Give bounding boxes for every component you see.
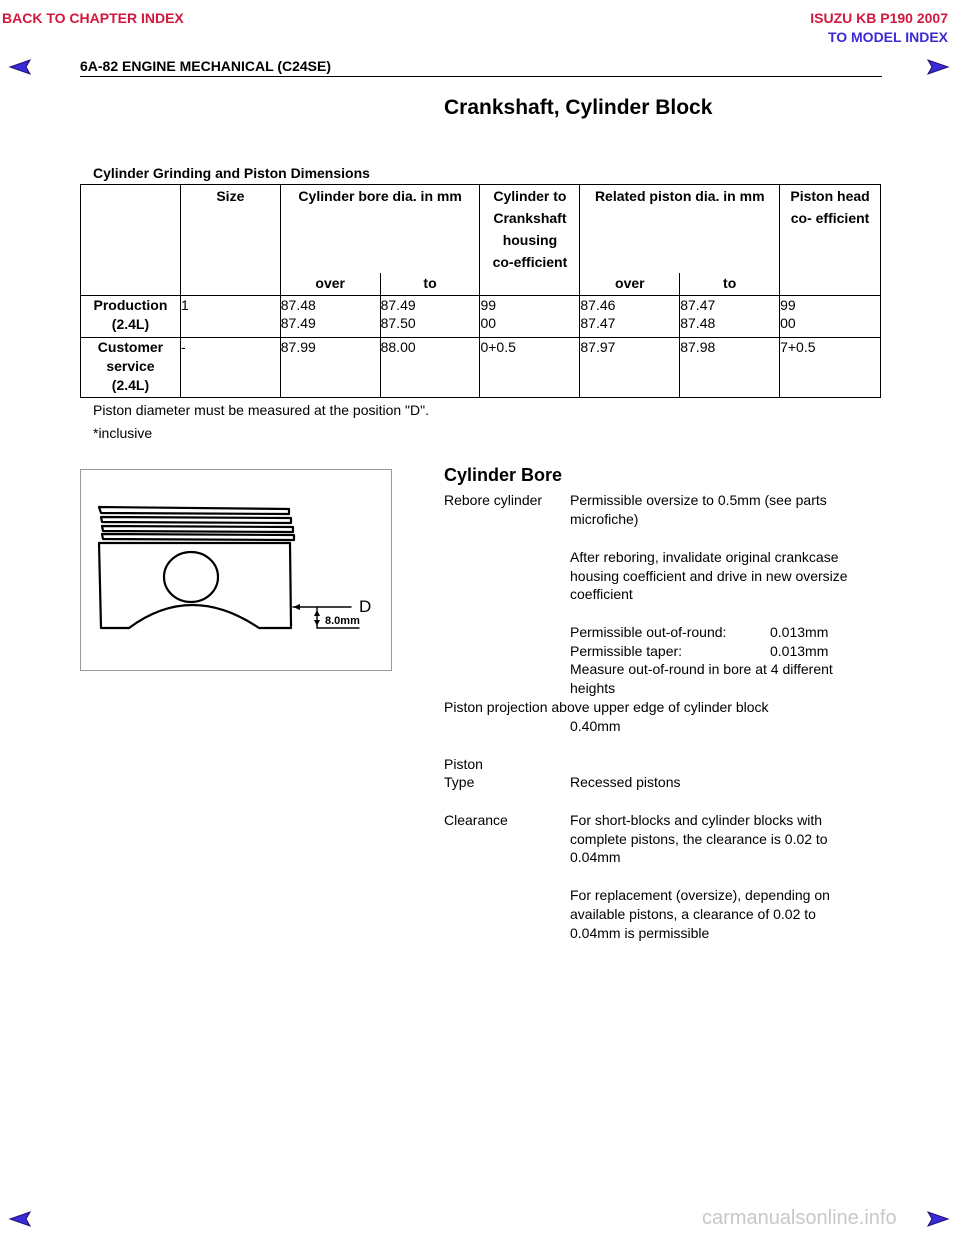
- cell-value: 00: [480, 315, 497, 331]
- header-size-label: Size: [216, 188, 245, 204]
- cell-piston-over: [580, 338, 680, 398]
- next-page-arrow-icon[interactable]: [924, 1210, 950, 1228]
- projection-value: 0.40mm: [570, 718, 621, 734]
- table-row: [81, 296, 881, 338]
- table-note: Piston diameter must be measured at the position "D".: [93, 402, 429, 418]
- cell-bore-over: [280, 296, 380, 338]
- back-to-chapter-link[interactable]: BACK TO CHAPTER INDEX: [2, 10, 184, 26]
- table-footnote: *inclusive: [93, 425, 153, 441]
- next-page-arrow-icon[interactable]: [924, 58, 950, 76]
- after-reboring-text: coefficient: [570, 586, 633, 602]
- cell-housing: [480, 296, 580, 338]
- row-label: [81, 296, 181, 338]
- header-size: [180, 185, 280, 296]
- table-caption: Cylinder Grinding and Piston Dimensions: [93, 165, 370, 181]
- figure-label-dim: 8.0mm: [325, 615, 360, 627]
- cell-value: 0+0.5: [480, 339, 516, 355]
- watermark: carmanualsonline.info: [702, 1207, 897, 1229]
- cell-value: 88.00: [380, 339, 416, 355]
- header-housing-line: housing: [502, 232, 558, 248]
- cell-value: 87.97: [580, 339, 616, 355]
- measure-text: heights: [570, 680, 616, 696]
- cell-value: 87.47: [580, 315, 616, 331]
- header-housing-line: co-efficient: [492, 254, 568, 270]
- cell-housing: [480, 338, 580, 398]
- header-bore: [280, 185, 480, 296]
- model-line: ISUZU KB P190 2007: [810, 10, 948, 26]
- after-reboring-text: After reboring, invalidate original crankcase: [570, 549, 839, 565]
- cell-value: 87.47: [680, 297, 716, 313]
- bore-subheader: [281, 273, 480, 295]
- cell-head: [780, 338, 881, 398]
- piston-diagram: [81, 470, 391, 670]
- cell-value: 99: [480, 297, 497, 313]
- out-of-round-value: 0.013mm: [770, 624, 829, 640]
- header-empty: [81, 185, 181, 296]
- cell-value: 87.48: [280, 297, 316, 313]
- piston-over-label: over: [580, 273, 680, 295]
- dimensions-table: [80, 184, 881, 398]
- cell-value: 7+0.5: [780, 339, 816, 355]
- cell-value: 87.49: [380, 297, 416, 313]
- bore-over-label: over: [281, 273, 381, 295]
- out-of-round-label: Permissible out-of-round:: [570, 624, 727, 640]
- cell-piston-to: [680, 296, 780, 338]
- row-label-line: (2.4L): [111, 316, 150, 332]
- header-housing-line: Cylinder to: [493, 188, 567, 204]
- piston-figure: [80, 469, 392, 671]
- rebore-text: Permissible oversize to 0.5mm (see parts: [570, 492, 827, 508]
- header-housing: [480, 185, 580, 296]
- table-header-row: [81, 185, 881, 296]
- after-reboring-text: housing coefficient and drive in new oversize: [570, 568, 848, 584]
- type-label: Type: [444, 774, 475, 790]
- taper-label: Permissible taper:: [570, 643, 683, 659]
- page-title: Crankshaft, Cylinder Block: [444, 96, 713, 119]
- section-header: 6A-82 ENGINE MECHANICAL (C24SE): [80, 58, 332, 74]
- row-label-line: Production: [93, 297, 168, 313]
- header-head: [780, 185, 881, 296]
- projection-text: Piston projection above upper edge of cylinder block: [444, 699, 769, 715]
- table-row: [81, 338, 881, 398]
- rebore-text: microfiche): [570, 511, 639, 527]
- cell-value: 87.48: [680, 315, 716, 331]
- replacement-text: For replacement (oversize), depending on: [570, 887, 830, 903]
- rebore-label: Rebore cylinder: [444, 492, 543, 508]
- to-model-index-link[interactable]: TO MODEL INDEX: [827, 29, 948, 45]
- replacement-text: 0.04mm is permissible: [570, 925, 710, 941]
- header-head-line: Piston head: [790, 188, 870, 204]
- cell-size: [180, 338, 280, 398]
- dimension-arrow-icon: [293, 604, 300, 610]
- previous-page-arrow-icon[interactable]: [8, 58, 34, 76]
- header-piston-label: Related piston dia. in mm: [594, 188, 765, 204]
- clearance-label: Clearance: [444, 812, 508, 828]
- cell-bore-to: [380, 338, 480, 398]
- dimension-arrow-icon: [314, 610, 320, 616]
- replacement-text: available pistons, a clearance of 0.02 to: [570, 906, 816, 922]
- bore-to-label: to: [423, 275, 437, 291]
- taper-value: 0.013mm: [770, 643, 829, 659]
- cell-size: [180, 296, 280, 338]
- row-label-line: service: [106, 358, 155, 374]
- cell-bore-over: [280, 338, 380, 398]
- cell-value: 87.99: [280, 339, 316, 355]
- row-label: [81, 338, 181, 398]
- cell-piston-over: [580, 296, 680, 338]
- cell-bore-to: [380, 296, 480, 338]
- cell-value: -: [180, 339, 186, 355]
- header-bore-label: Cylinder bore dia. in mm: [298, 188, 462, 204]
- piston-to-label: to: [723, 275, 737, 291]
- row-label-line: (2.4L): [111, 377, 150, 393]
- cell-piston-to: [680, 338, 780, 398]
- row-label-line: Customer: [97, 339, 164, 355]
- previous-page-arrow-icon[interactable]: [8, 1210, 34, 1228]
- cell-value: 87.46: [580, 297, 616, 313]
- header-housing-line: Crankshaft: [493, 210, 567, 226]
- measure-text: Measure out-of-round in bore at 4 different: [570, 661, 833, 677]
- cell-value: 99: [780, 297, 796, 313]
- cell-value: 87.50: [380, 315, 416, 331]
- cell-head: [780, 296, 881, 338]
- clearance-text: complete pistons, the clearance is 0.02 to: [570, 831, 828, 847]
- header-piston: [580, 185, 780, 296]
- figure-label-d: D: [359, 597, 372, 616]
- cell-value: 87.49: [280, 315, 316, 331]
- clearance-text: For short-blocks and cylinder blocks with: [570, 812, 823, 828]
- header-head-line: co- efficient: [790, 210, 870, 226]
- type-value: Recessed pistons: [570, 774, 681, 790]
- piston-subheader: [580, 273, 779, 295]
- cell-value: 00: [780, 315, 796, 331]
- dimension-arrow-icon: [314, 620, 320, 626]
- piston-label: Piston: [444, 756, 483, 772]
- clearance-text: 0.04mm: [570, 849, 621, 865]
- cylinder-bore-title: Cylinder Bore: [444, 465, 563, 485]
- cell-value: 1: [180, 297, 189, 313]
- cell-value: 87.98: [680, 339, 716, 355]
- header-rule: [80, 76, 882, 77]
